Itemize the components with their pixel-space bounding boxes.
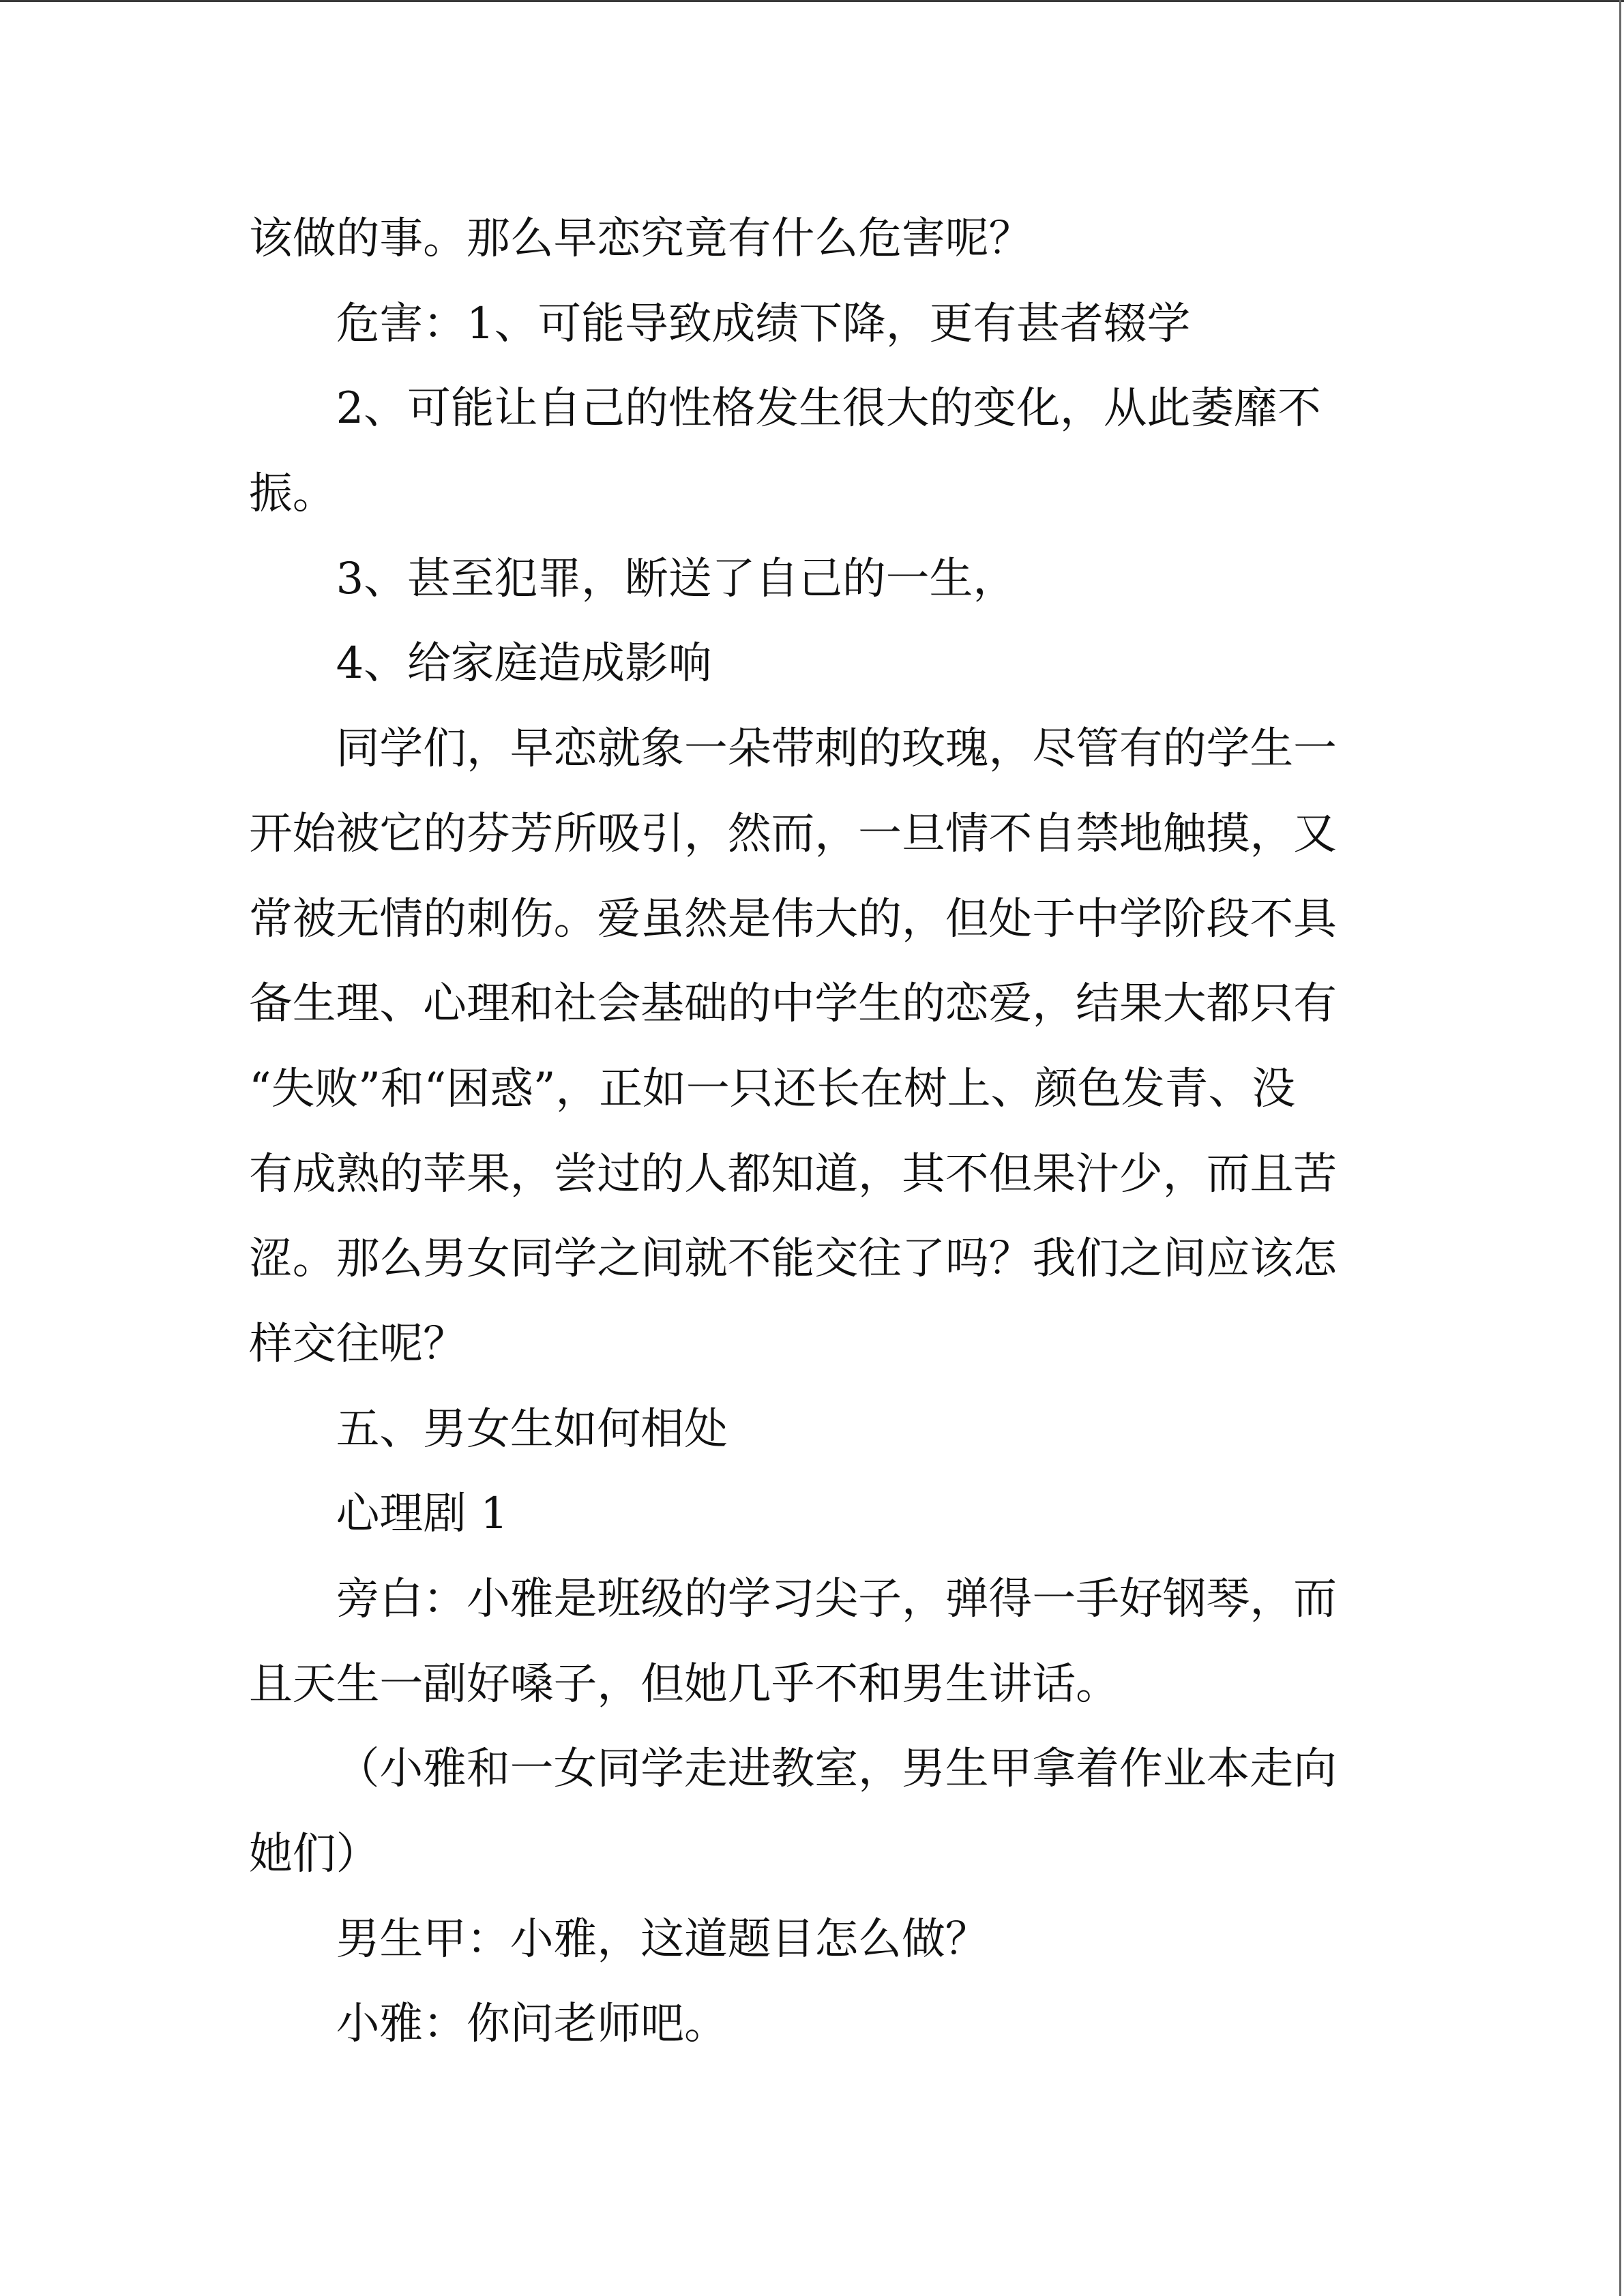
paragraph	[249, 621, 1477, 706]
text-line: （小雅和一女同学走进教室，男生甲拿着作业本走向	[336, 1744, 1337, 1795]
text-line: 旁白：小雅是班级的学习尖子，弹得一手好钢琴，而	[336, 1574, 1337, 1624]
page-top-border	[0, 0, 1624, 2]
text-line: “失败”和“困惑”，正如一只还长在树上、颜色发青、没	[249, 1063, 1295, 1114]
paragraph	[249, 537, 1477, 622]
text-line: 样交往呢？	[249, 1318, 467, 1369]
paragraph	[249, 196, 1477, 282]
paragraph	[249, 1897, 1477, 1982]
text-line: 备生理、心理和社会基础的中学生的恋爱，结果大都只有	[249, 979, 1337, 1030]
text-line: 振。	[249, 468, 336, 520]
text-line: 常被无情的刺伤。爱虽然是伟大的，但处于中学阶段不具	[249, 893, 1337, 944]
text-line: 她们）	[249, 1829, 380, 1880]
text-line: 同学们，早恋就象一朵带刺的玫瑰，尽管有的学生一	[336, 724, 1337, 775]
text-line: 小雅：你问老师吧。	[336, 1999, 728, 2050]
page-right-border	[1619, 0, 1621, 2296]
text-line: 且天生一副好嗓子，但她几乎不和男生讲话。	[249, 1658, 1119, 1710]
text-line: 该做的事。那么早恋究竟有什么危害呢？	[249, 213, 1033, 264]
paragraph	[249, 282, 1477, 367]
paragraph	[249, 1727, 1477, 1896]
text-line: 4、给家庭造成影响	[336, 638, 712, 689]
document-body	[249, 196, 1477, 2067]
text-line: 涩。那么男女同学之间就不能交往了吗？我们之间应该怎	[249, 1234, 1337, 1285]
paragraph	[249, 366, 1477, 536]
text-line: 心理剧 1	[336, 1489, 508, 1540]
paragraph	[249, 706, 1477, 1387]
paragraph	[249, 1557, 1477, 1727]
paragraph	[249, 1472, 1477, 1557]
text-line: 五、男女生如何相处	[336, 1403, 728, 1455]
text-line: 2、可能让自己的性格发生很大的变化，从此萎靡不	[336, 383, 1321, 434]
text-line: 3、甚至犯罪，断送了自己的一生，	[336, 553, 1017, 604]
text-line: 危害：1、可能导致成绩下降，更有甚者辍学	[336, 298, 1191, 349]
text-line: 男生甲：小雅，这道题目怎么做？	[336, 1913, 989, 1965]
paragraph	[249, 1982, 1477, 2067]
text-line: 开始被它的芬芳所吸引，然而，一旦情不自禁地触摸，又	[249, 808, 1337, 859]
paragraph	[249, 1387, 1477, 1472]
text-line: 有成熟的苹果，尝过的人都知道，其不但果汁少，而且苦	[249, 1148, 1337, 1199]
